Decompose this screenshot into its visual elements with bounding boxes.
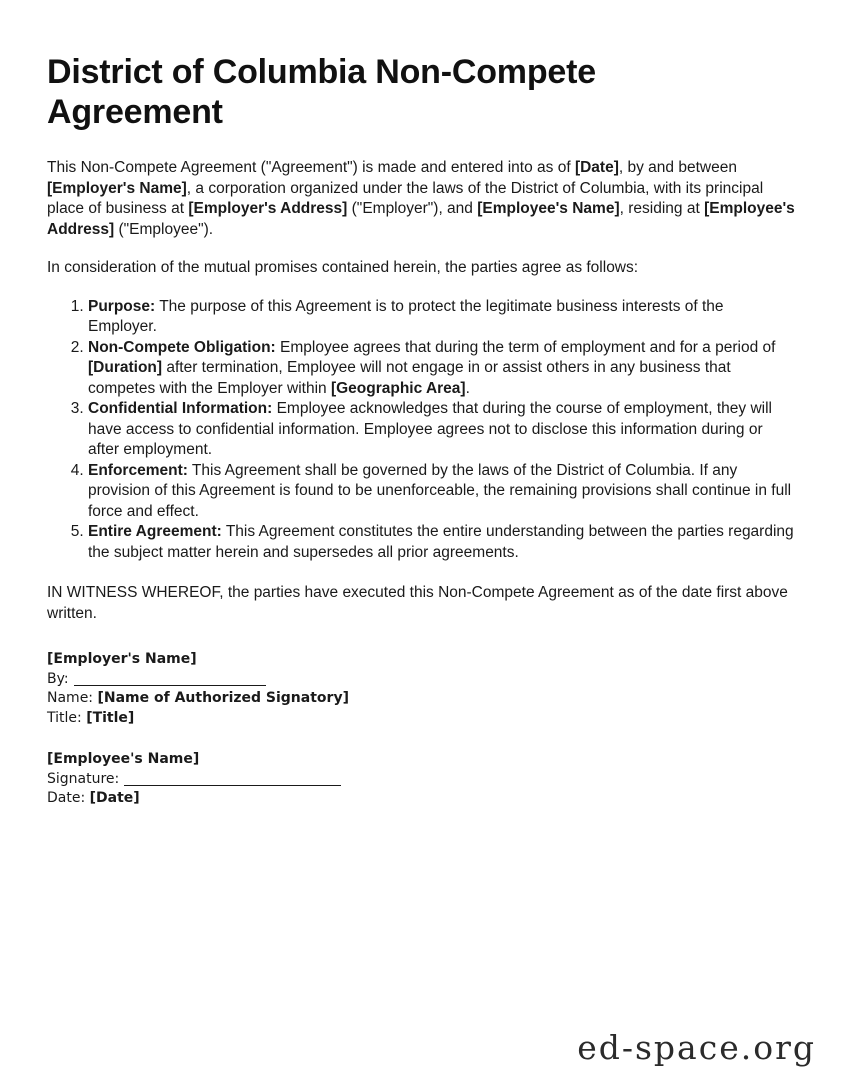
clause-heading: Purpose: bbox=[88, 297, 156, 315]
intro-text-3: , a corporation organized under the laws of the District of Columbia, with its principal place of business at bbox=[47, 179, 764, 217]
clause-text: This Agreement constitutes the entire understanding between the parties regarding the subject matter herein and supersedes all prior agreements. bbox=[88, 523, 794, 561]
intro-text-2: , by and between bbox=[618, 159, 737, 176]
footer-watermark: ed-space.org bbox=[577, 1028, 816, 1067]
employer-title-line bbox=[47, 709, 795, 729]
clause-list bbox=[47, 297, 795, 564]
placeholder-duration: [Duration] bbox=[88, 359, 163, 376]
employer-signature-block bbox=[47, 650, 795, 728]
placeholder-title: [Title] bbox=[86, 709, 135, 726]
intro-text-5: , residing at bbox=[619, 200, 705, 217]
name-label: Name: bbox=[47, 690, 94, 706]
clause-text-b: after termination, Employee will not engage in or assist others in any business that competes with the Employer within bbox=[88, 359, 731, 397]
placeholder-employer-name: [Employer's Name] bbox=[47, 179, 187, 197]
placeholder-date: [Date] bbox=[574, 159, 619, 176]
clause-item-enforcement bbox=[88, 461, 795, 523]
clause-item-non-compete-obligation bbox=[88, 338, 795, 400]
intro-text-4: ("Employer"), and bbox=[347, 200, 478, 217]
signature-label: Signature: bbox=[47, 770, 120, 787]
placeholder-authorized-signatory: [Name of Authorized Signatory] bbox=[97, 690, 349, 706]
clause-item-confidential-information bbox=[88, 399, 795, 461]
employee-signature-line bbox=[47, 770, 795, 790]
intro-paragraph bbox=[47, 158, 795, 240]
document-body bbox=[47, 52, 795, 809]
clause-text-a: Employee agrees that during the term of employment and for a period of bbox=[275, 338, 776, 356]
clause-text-c: . bbox=[465, 379, 470, 397]
clause-text: The purpose of this Agreement is to protect the legitimate business interests of the Employer. bbox=[88, 297, 724, 335]
employer-signature-rule[interactable] bbox=[74, 685, 266, 686]
title-label: Title: bbox=[47, 709, 82, 726]
employee-name-placeholder bbox=[47, 750, 795, 770]
employee-name-text: [Employee's Name] bbox=[47, 751, 200, 767]
signature-section bbox=[47, 650, 795, 809]
placeholder-employee-address: [Employee's Address] bbox=[47, 200, 795, 238]
placeholder-employer-address: [Employer's Address] bbox=[188, 200, 348, 217]
employee-signature-block bbox=[47, 750, 795, 809]
employer-by-line bbox=[47, 670, 795, 690]
clause-item-purpose bbox=[88, 297, 795, 338]
clause-text: Employee acknowledges that during the course of employment, they will have access to confidential information. Employee agrees not to disclose this information during or after employment. bbox=[88, 400, 772, 458]
employer-name-placeholder bbox=[47, 650, 795, 670]
intro-text-1: This Non-Compete Agreement ("Agreement") is made and entered into as of bbox=[47, 159, 575, 176]
placeholder-employee-name: [Employee's Name] bbox=[477, 200, 620, 217]
clause-item-entire-agreement bbox=[88, 522, 795, 563]
placeholder-geographic-area: [Geographic Area] bbox=[330, 379, 466, 397]
employee-signature-rule[interactable] bbox=[124, 785, 341, 786]
clause-text: This Agreement shall be governed by the laws of the District of Columbia. If any provision of this Agreement is found to be unenforceable, the remaining provisions shall continue in full force and effect. bbox=[88, 461, 792, 520]
by-label: By: bbox=[47, 670, 69, 687]
page-title: District of Columbia Non-Compete Agreement bbox=[47, 53, 596, 131]
clause-heading: Confidential Information: bbox=[88, 400, 273, 417]
clause-heading: Entire Agreement: bbox=[88, 523, 222, 540]
clause-heading: Enforcement: bbox=[88, 461, 188, 479]
witness-paragraph: IN WITNESS WHEREOF, the parties have executed this Non-Compete Agreement as of the date first above written. bbox=[47, 584, 788, 622]
lead-in-paragraph: In consideration of the mutual promises contained herein, the parties agree as follows: bbox=[47, 259, 639, 276]
intro-text-6: ("Employee"). bbox=[114, 220, 214, 238]
employer-name-text: [Employer's Name] bbox=[47, 651, 197, 667]
date-label: Date: bbox=[47, 790, 86, 806]
clause-heading: Non-Compete Obligation: bbox=[88, 338, 276, 356]
employee-date-line bbox=[47, 789, 795, 809]
employer-name-line bbox=[47, 689, 795, 709]
placeholder-date-signed: [Date] bbox=[89, 790, 140, 806]
